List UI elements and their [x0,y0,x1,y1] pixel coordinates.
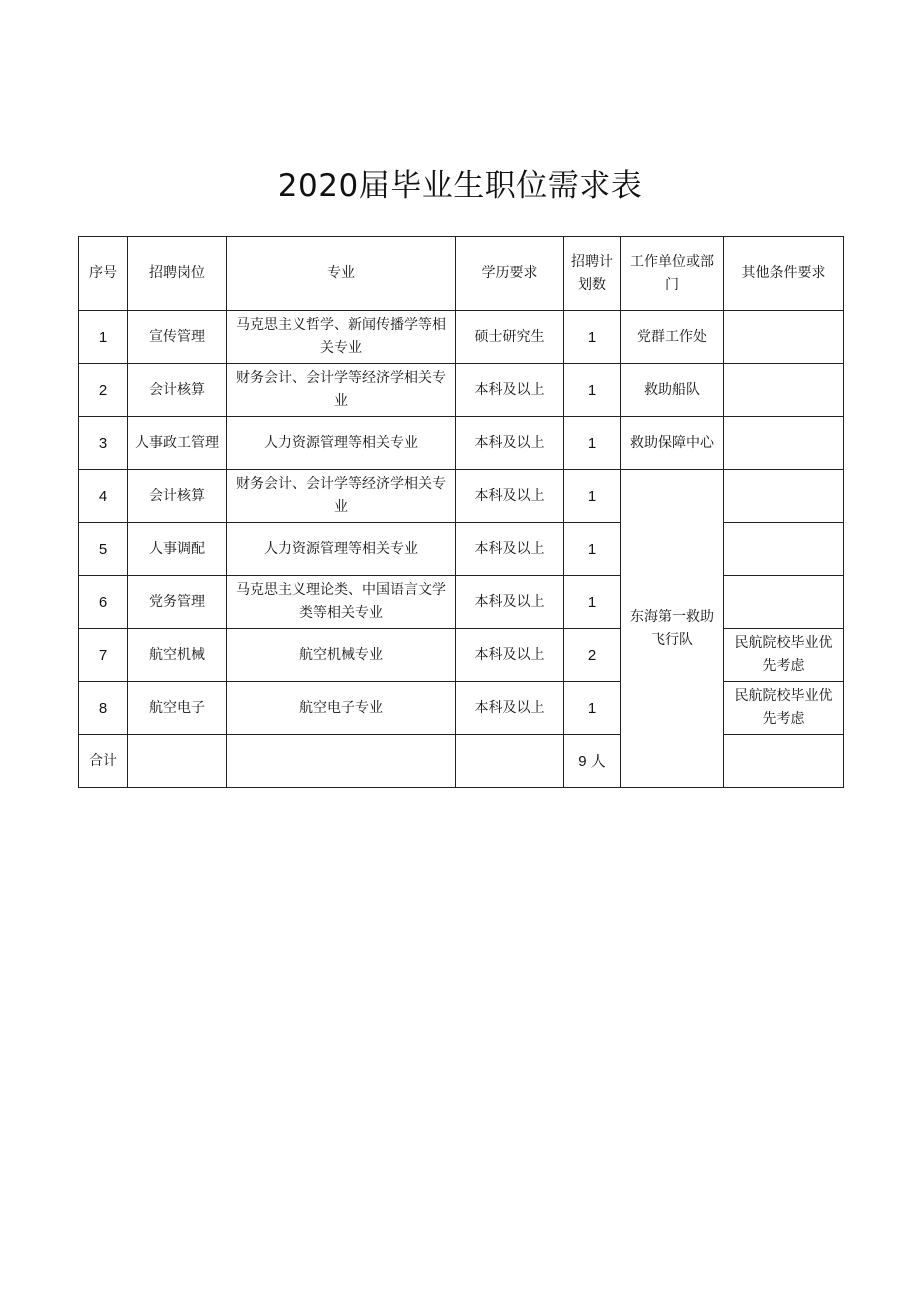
cell-count: 1 [564,523,621,576]
cell-major: 航空电子专业 [227,682,456,735]
cell-seq: 8 [79,682,128,735]
cell-position: 宣传管理 [128,311,227,364]
cell-seq: 1 [79,311,128,364]
cell-position: 航空机械 [128,629,227,682]
table-row [79,576,844,629]
cell-major: 航空机械专业 [227,629,456,682]
total-label: 合计 [79,735,128,788]
cell-education: 本科及以上 [456,417,564,470]
header-position: 招聘岗位 [128,237,227,311]
cell-count: 2 [564,629,621,682]
cell-education: 本科及以上 [456,470,564,523]
cell-seq: 2 [79,364,128,417]
job-demand-table [78,236,844,788]
header-education: 学历要求 [456,237,564,311]
merged-unit-label: 东海第一救助飞行队 [630,608,714,648]
cell-major: 人力资源管理等相关专业 [227,417,456,470]
cell-seq: 5 [79,523,128,576]
cell-other [724,364,844,417]
cell-other [724,523,844,576]
cell-education: 本科及以上 [456,682,564,735]
cell-unit: 党群工作处 [621,311,724,364]
cell-major: 人力资源管理等相关专业 [227,523,456,576]
cell-major: 财务会计、会计学等经济学相关专业 [227,364,456,417]
cell-education: 本科及以上 [456,523,564,576]
cell-education: 硕士研究生 [456,311,564,364]
cell-education: 本科及以上 [456,364,564,417]
cell-other: 民航院校毕业优先考虑 [724,682,844,735]
header-seq: 序号 [79,237,128,311]
cell-count: 1 [564,576,621,629]
table-row [79,523,844,576]
cell-other: 民航院校毕业优先考虑 [724,629,844,682]
cell-other [724,576,844,629]
page-title: 2020届毕业生职位需求表 [277,168,643,204]
cell-position: 会计核算 [128,470,227,523]
cell-count: 1 [564,417,621,470]
total-empty-cell [456,735,564,788]
cell-count: 1 [564,470,621,523]
cell-major: 马克思主义理论类、中国语言文学类等相关专业 [227,576,456,629]
total-empty-cell [128,735,227,788]
total-empty-cell [724,735,844,788]
table-row [79,629,844,682]
cell-count: 1 [564,311,621,364]
total-row [79,735,844,788]
cell-education: 本科及以上 [456,629,564,682]
header-count: 招聘计划数 [564,237,621,311]
cell-seq: 3 [79,417,128,470]
cell-other [724,417,844,470]
header-major: 专业 [227,237,456,311]
cell-unit: 救助船队 [621,364,724,417]
cell-seq: 7 [79,629,128,682]
cell-other [724,311,844,364]
cell-unit-merged [621,470,724,788]
table-row [79,311,844,364]
table-row [79,364,844,417]
cell-seq: 4 [79,470,128,523]
total-count: 9 人 [564,735,621,788]
cell-seq: 6 [79,576,128,629]
cell-position: 人事政工管理 [128,417,227,470]
cell-other [724,470,844,523]
header-other: 其他条件要求 [724,237,844,311]
cell-unit: 救助保障中心 [621,417,724,470]
cell-major: 财务会计、会计学等经济学相关专业 [227,470,456,523]
cell-count: 1 [564,682,621,735]
cell-position: 人事调配 [128,523,227,576]
cell-position: 党务管理 [128,576,227,629]
cell-position: 会计核算 [128,364,227,417]
total-empty-cell [227,735,456,788]
cell-education: 本科及以上 [456,576,564,629]
cell-position: 航空电子 [128,682,227,735]
cell-count: 1 [564,364,621,417]
table-row [79,470,844,523]
table-row [79,417,844,470]
table-header-row [79,237,844,311]
table-row [79,682,844,735]
header-unit: 工作单位或部门 [621,237,724,311]
cell-major: 马克思主义哲学、新闻传播学等相关专业 [227,311,456,364]
